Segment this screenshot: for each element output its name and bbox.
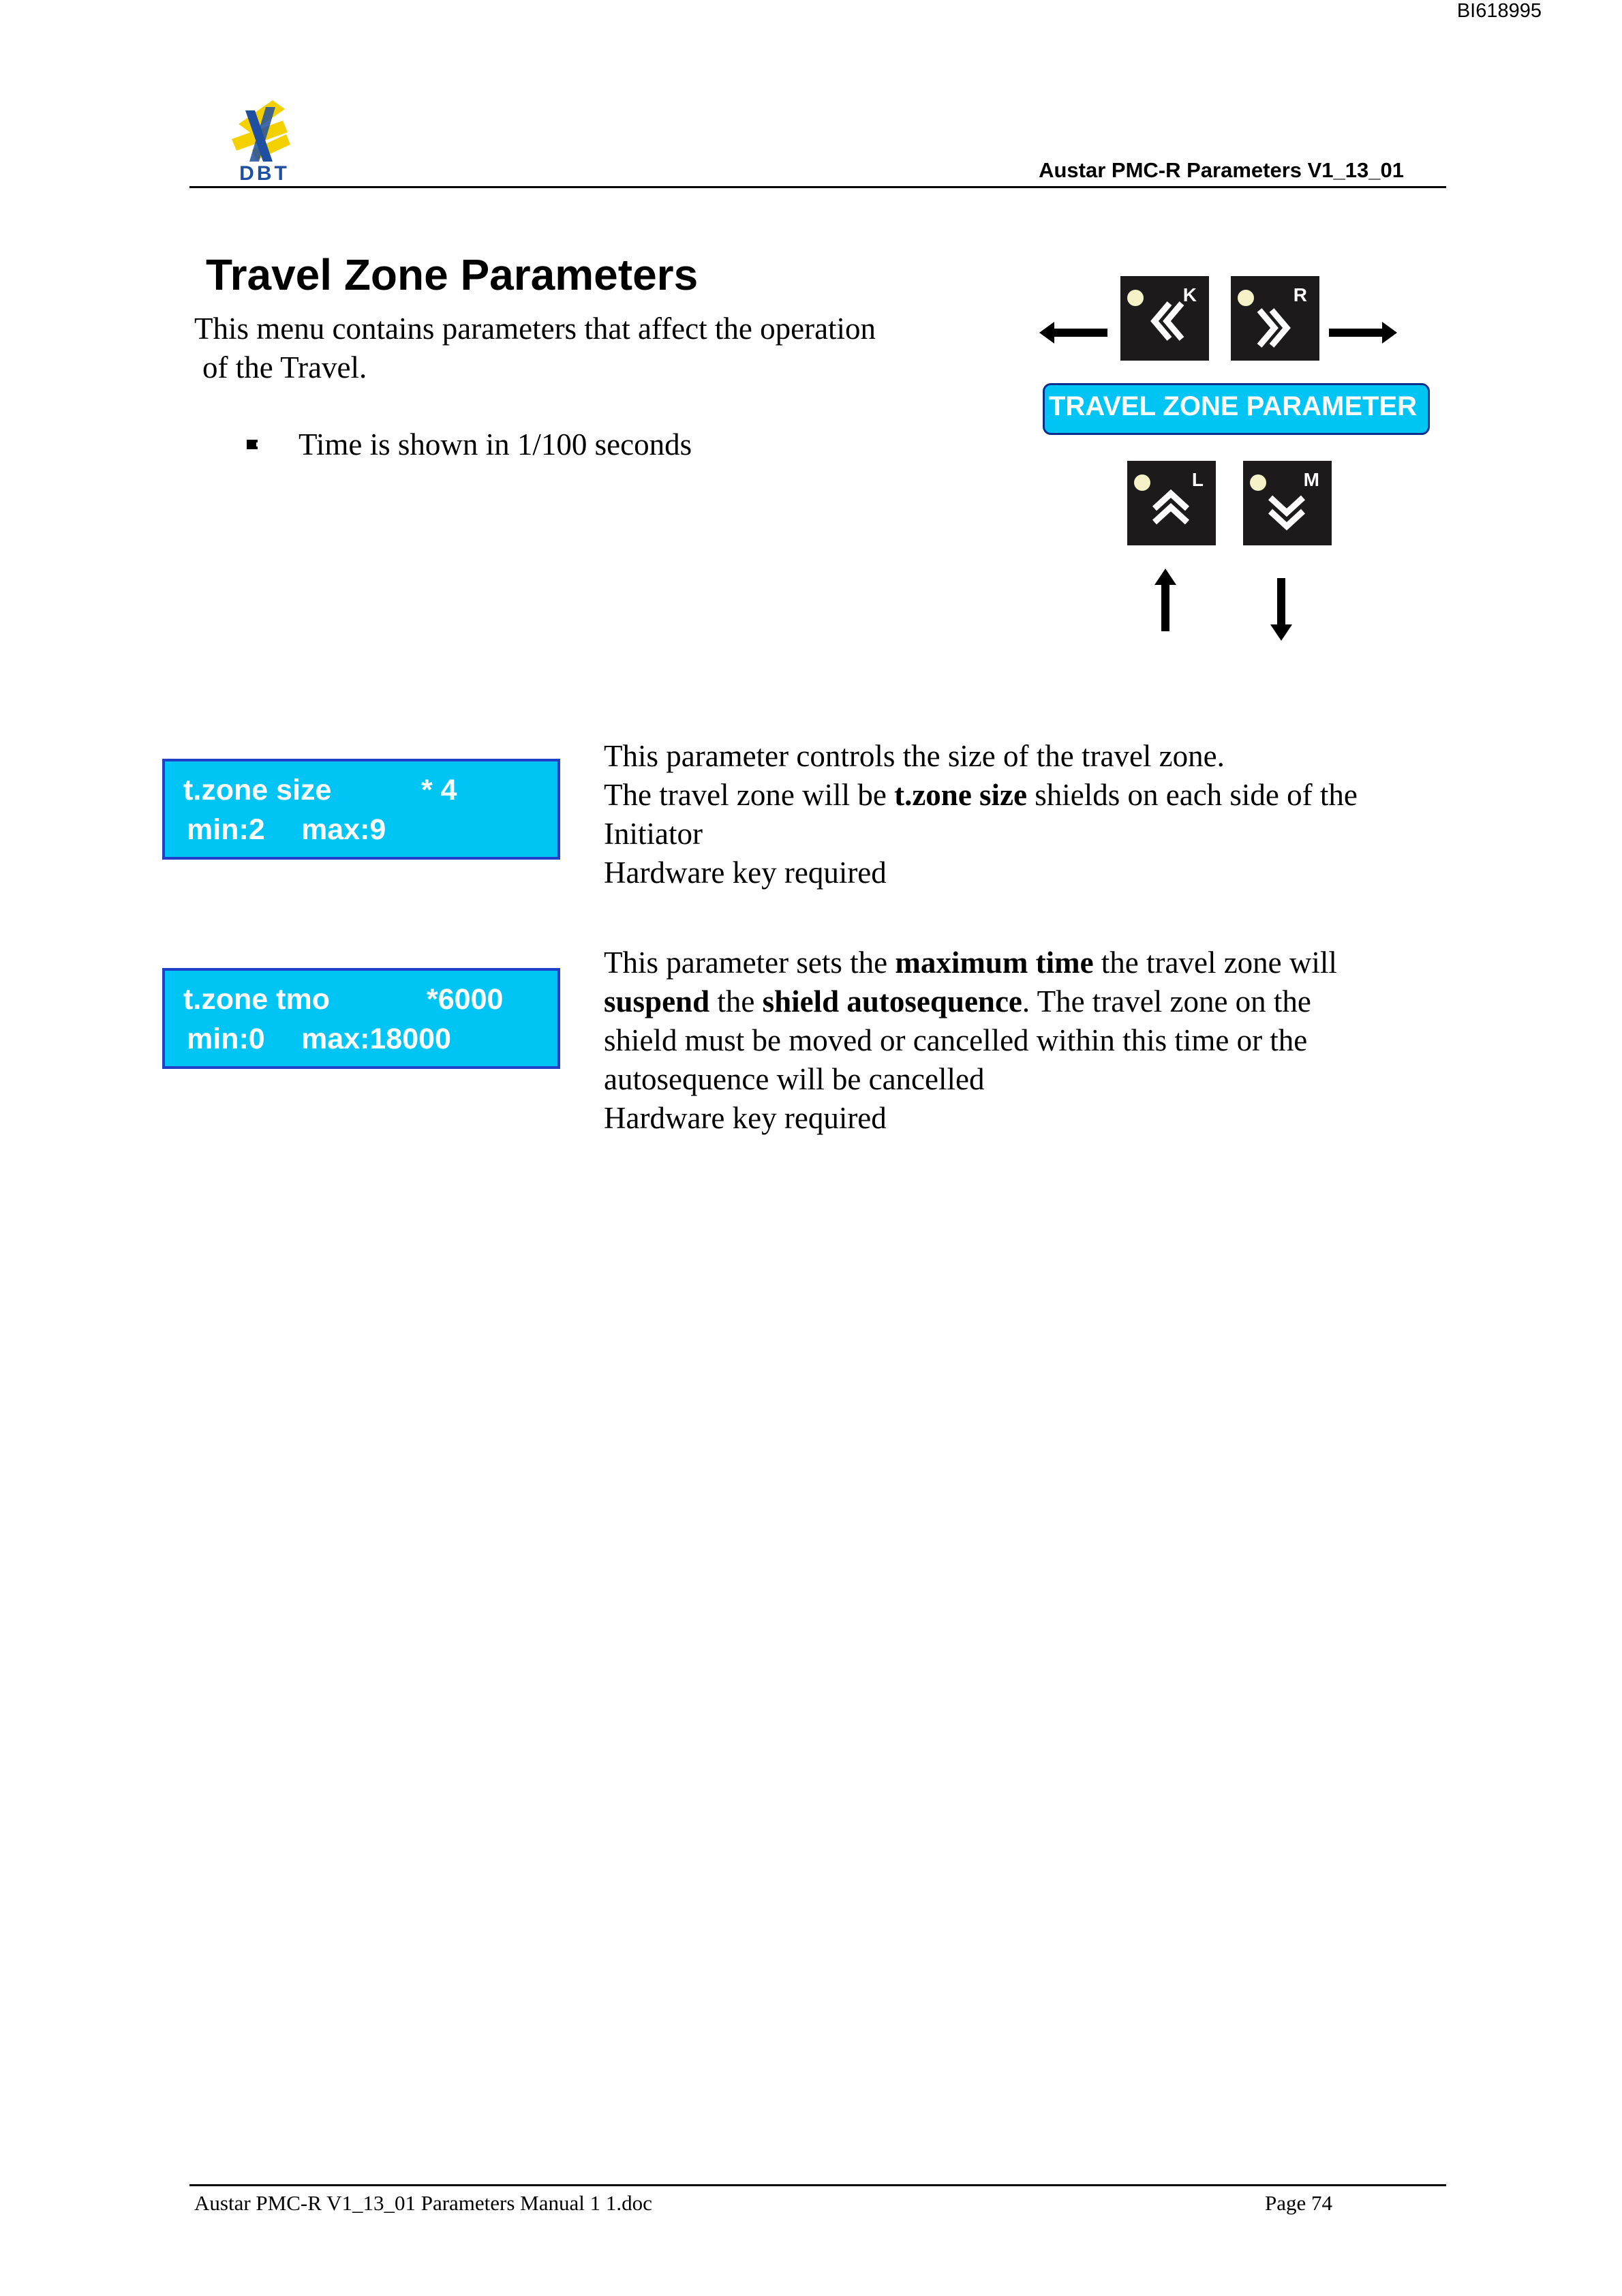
footer-rule [189,2184,1446,2186]
desc-line: shield must be moved or cancelled within this time or the [604,1023,1308,1057]
lcd-param-name: t.zone tmo [183,983,330,1016]
tzone-size-description [604,737,1456,892]
page-title: Travel Zone Parameters [206,250,699,299]
lcd-param-max: max:9 [301,813,386,846]
key-k-button[interactable] [1120,276,1209,361]
double-chevron-up-icon [1127,461,1216,545]
footer-page-number: Page 74 [1265,2191,1333,2215]
document-id: BI618995 [1456,0,1542,22]
lcd-tzone-tmo [162,968,560,1069]
desc-line: autosequence will be cancelled [604,1062,985,1096]
bullet-text: Time is shown in 1/100 seconds [299,427,692,462]
intro-line-1: This menu contains parameters that affect the operation [194,312,876,346]
lcd-param-min: min:0 [187,1023,265,1055]
key-l-button[interactable] [1127,461,1216,545]
param-name-emphasis: t.zone size [894,778,1027,812]
lcd-tzone-size [162,759,560,860]
key-r-letter: R [1293,284,1307,305]
desc-line: The travel zone will be t.zone size shields on each side of the [604,778,1358,812]
desc-line: suspend the shield autosequence. The travel zone on the [604,984,1311,1018]
intro-text [194,309,978,387]
arrow-down-icon [1269,578,1294,641]
header-rule [189,186,1446,188]
desc-line: This parameter sets the maximum time the travel zone will [604,946,1337,980]
lcd-param-min: min:2 [187,813,265,846]
bullet-item [247,427,692,462]
double-chevron-down-icon [1243,461,1332,545]
footer-filename: Austar PMC-R V1_13_01 Parameters Manual 1 1.doc [194,2191,652,2215]
emphasis-text: shield autosequence [762,984,1022,1018]
emphasis-text: maximum time [895,946,1094,980]
arrow-left-icon [1039,320,1107,345]
key-l-letter: L [1191,469,1204,490]
intro-line-2: of the Travel. [202,350,367,384]
double-chevron-right-icon [1231,276,1319,361]
lcd-param-value: *6000 [427,983,504,1016]
travel-zone-display: TRAVEL ZONE PARAMETER [1043,383,1430,435]
key-k-letter: K [1182,284,1197,305]
arrow-right-icon [1329,320,1397,345]
bullet-icon [247,440,258,449]
arrow-up-icon [1153,569,1178,631]
lcd-param-value: * 4 [421,774,457,806]
key-m-letter: M [1303,469,1319,490]
desc-line: Hardware key required [604,856,887,890]
key-m-button[interactable] [1243,461,1332,545]
lcd-param-name: t.zone size [183,774,332,806]
tzone-tmo-description [604,943,1456,1138]
header-title: Austar PMC-R Parameters V1_13_01 [1039,158,1404,182]
dbt-logo [225,97,300,185]
double-chevron-left-icon [1120,276,1209,361]
emphasis-text: suspend [604,984,710,1018]
lcd-param-max: max:18000 [301,1023,451,1055]
desc-line: This parameter controls the size of the travel zone. [604,739,1225,773]
desc-line: Initiator [604,817,703,851]
logo-text: DBT [239,162,290,185]
key-r-button[interactable] [1231,276,1319,361]
desc-line: Hardware key required [604,1101,887,1135]
